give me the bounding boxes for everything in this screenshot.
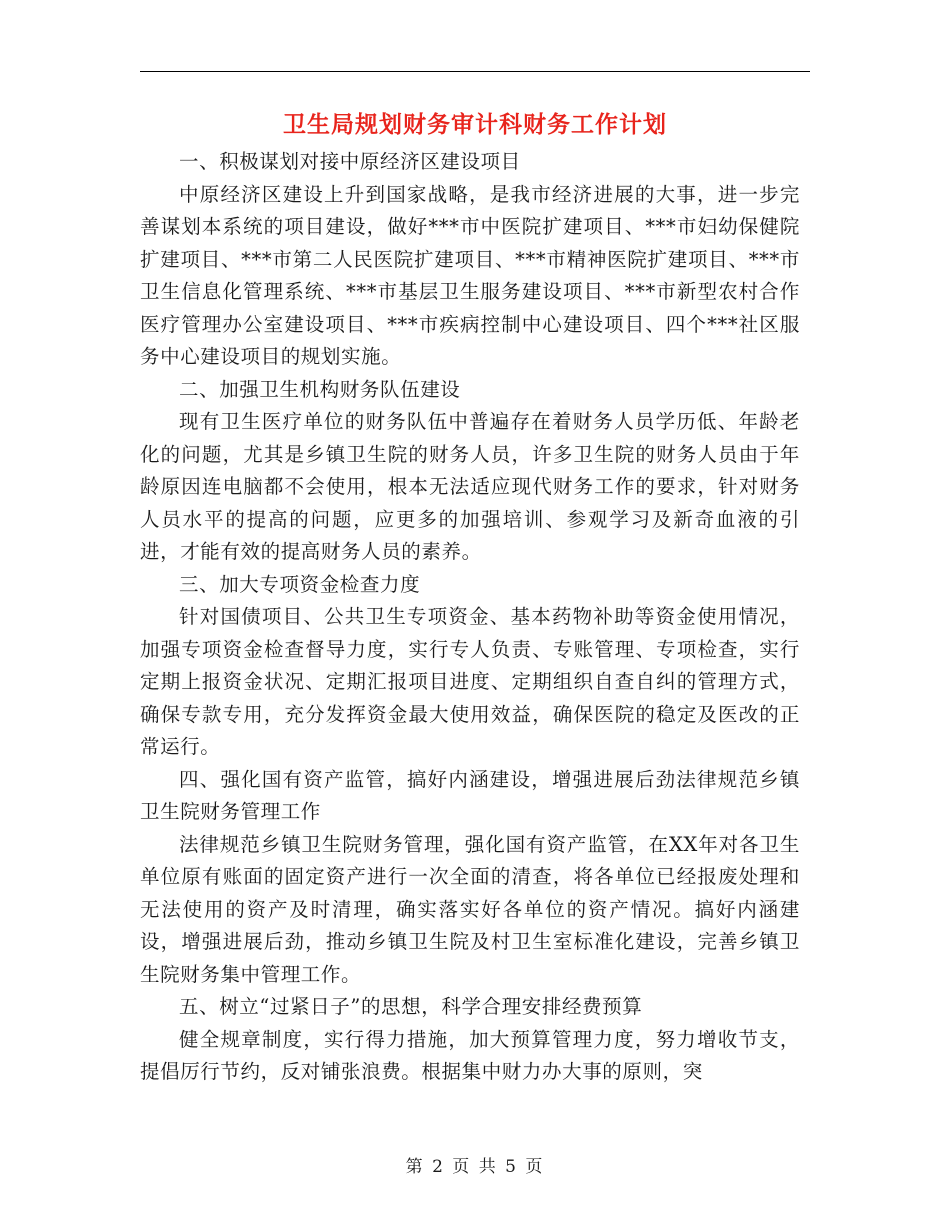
document-title: 卫生局规划财务审计科财务工作计划: [283, 112, 667, 138]
section-heading-1: 一、积极谋划对接中原经济区建设项目: [179, 150, 521, 173]
paragraph-3: 针对国债项目、公共卫生专项资金、基本药物补助等资金使用情况，加强专项资金检查督导力度，实行专人负责、专账管理、专项检查，实行定期上报资金状况、定期汇报项目进度、定期组织自查自纠的管理方式，确保专款专用，充分发挥资金最大使用效益，确保医院的稳定及医改的正常运行。: [140, 605, 800, 758]
page-number-footer: 第 2 页 共 5 页: [405, 1157, 545, 1177]
section-heading-4: 四、强化国有资产监管，搞好内涵建设，增强进展后劲法律规范乡镇卫生院财务管理工作: [140, 767, 800, 823]
paragraph-5: 健全规章制度，实行得力措施，加大预算管理力度，努力增收节支，提倡厉行节约，反对铺张浪费。根据集中财力办大事的原则，突: [140, 1027, 800, 1083]
section-heading-5: 五、树立“过紧日子”的思想，科学合理安排经费预算: [179, 995, 643, 1018]
header-rule: [140, 71, 810, 72]
document-body: [140, 146, 800, 1089]
section-heading-3: 三、加大专项资金检查力度: [179, 572, 421, 596]
section-heading-2: 二、加强卫生机构财务队伍建设: [179, 377, 461, 401]
paragraph-2: 现有卫生医疗单位的财务队伍中普遍存在着财务人员学历低、年龄老化的问题，尤其是乡镇卫生院的财务人员，许多卫生院的财务人员由于年龄原因连电脑都不会使用，根本无法适应现代财务工作的要求，针对财务人员水平的提高的问题，应更多的加强培训、参观学习及新奇血液的引进，才能有效的提高财务人员的素养。: [140, 410, 800, 563]
paragraph-4: 法律规范乡镇卫生院财务管理，强化国有资产监管，在XX年对各卫生单位原有账面的固定资产进行一次全面的清查，将各单位已经报废处理和无法使用的资产及时清理，确实落实好各单位的资产情况。搞好内涵建设，增强进展后劲，推动乡镇卫生院及村卫生室标准化建设，完善乡镇卫生院财务集中管理工作。: [140, 832, 800, 986]
paragraph-1: 中原经济区建设上升到国家战略，是我市经济进展的大事，进一步完善谋划本系统的项目建设，做好***市中医院扩建项目、***市妇幼保健院扩建项目、***市第二人民医院扩建项目、***市精神医院扩建项目、***市卫生信息化管理系统、***市基层卫生服务建设项目、***市新型农村合作医疗管理办公室建设项目、***市疾病控制中心建设项目、四个***社区服务中心建设项目的规划实施。: [140, 182, 800, 368]
